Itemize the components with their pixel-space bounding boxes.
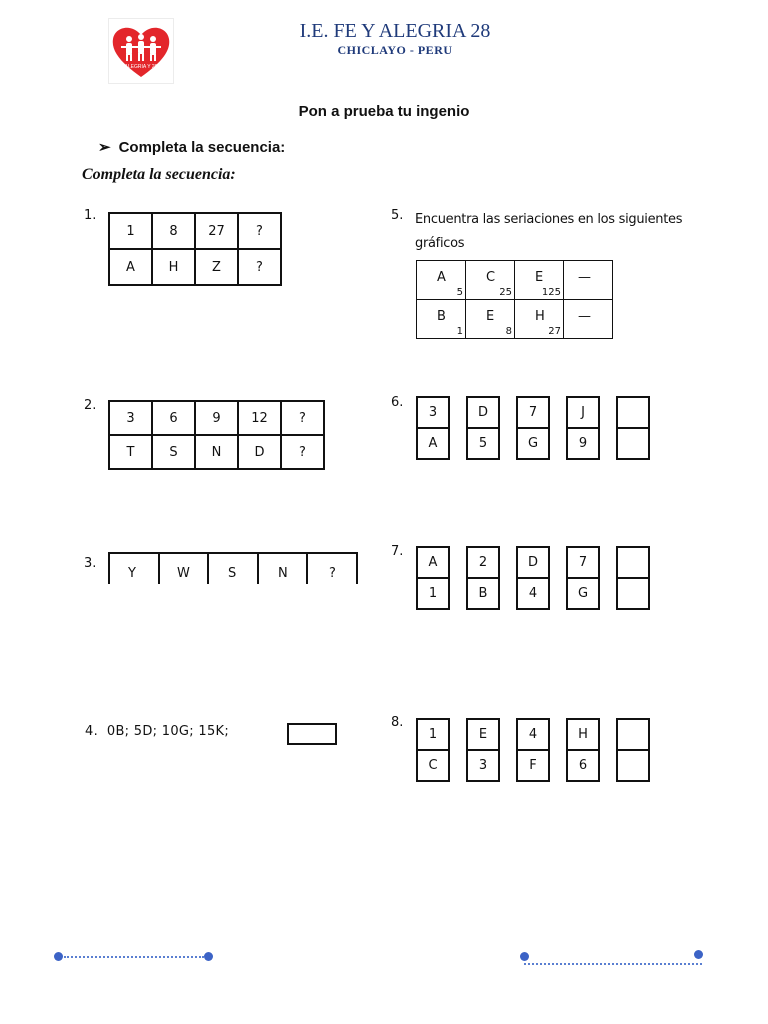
school-name: I.E. FE Y ALEGRIA 28 — [299, 20, 491, 42]
ex5-cell: A 5 — [417, 261, 466, 300]
ex5-table — [416, 260, 613, 339]
ex6-pair: 7 G — [516, 396, 550, 460]
ex8-number: 8. — [391, 715, 404, 730]
ex1-number: 1. — [84, 208, 97, 223]
ex3-cell: Y — [128, 566, 136, 581]
ex1-cell: Z — [195, 249, 238, 285]
ex2-cell: ? — [281, 435, 324, 469]
ex4-sequence — [85, 724, 229, 739]
ex6-pair: J 9 — [566, 396, 600, 460]
dot-icon — [54, 952, 63, 961]
ex4-answer-box — [287, 723, 337, 745]
school-logo — [108, 18, 174, 84]
dot-icon — [204, 952, 213, 961]
ex6-number: 6. — [391, 395, 404, 410]
ex1-cell: ? — [238, 213, 281, 249]
ex8-answer-pair — [616, 718, 650, 782]
svg-text:ALEGRIA Y 28: ALEGRIA Y 28 — [124, 64, 158, 70]
ex3-number: 3. — [84, 556, 97, 571]
ex2-number: 2. — [84, 398, 97, 413]
ex5-cell: E 125 — [515, 261, 564, 300]
school-city: CHICLAYO - PERU — [337, 43, 453, 57]
ex2-cell: 3 — [109, 401, 152, 435]
ex2-cell: D — [238, 435, 281, 469]
ex7-pair: 2 B — [466, 546, 500, 610]
ex2-cell: 6 — [152, 401, 195, 435]
ex5-instruction — [415, 208, 695, 256]
ex2-cell: 9 — [195, 401, 238, 435]
ex5-line2: gráficos — [415, 236, 465, 251]
ex2-cell: N — [195, 435, 238, 469]
ex1-cell: A — [109, 249, 152, 285]
ex6-pair: D 5 — [466, 396, 500, 460]
ex2-cell: S — [152, 435, 195, 469]
ex7-pair: D 4 — [516, 546, 550, 610]
page-title: Pon a prueba tu ingenio — [298, 103, 470, 120]
ex2-table — [108, 400, 325, 470]
ex5-cell: H 27 — [515, 300, 564, 339]
ex1-cell: H — [152, 249, 195, 285]
ex5-number: 5. — [391, 208, 404, 223]
ex8-pair: H 6 — [566, 718, 600, 782]
ex8-pair: E 3 — [466, 718, 500, 782]
ex1-cell: ? — [238, 249, 281, 285]
ex1-table — [108, 212, 282, 286]
ex4-number: 4. — [85, 724, 99, 739]
ex6-pair: 3 A — [416, 396, 450, 460]
ex2-cell: ? — [281, 401, 324, 435]
ex1-cell: 8 — [152, 213, 195, 249]
ex7-pair: A 1 — [416, 546, 450, 610]
ex7-pair: 7 G — [566, 546, 600, 610]
arrow-bullet-icon: ➢ — [98, 139, 111, 156]
ex3-cell: W — [177, 566, 190, 581]
ex5-cell: — — [564, 300, 613, 339]
dotted-line — [64, 956, 204, 958]
ex5-cell: — — [564, 261, 613, 300]
ex8-pair: 1 C — [416, 718, 450, 782]
instruction-text: Completa la secuencia: — [118, 139, 286, 156]
dot-icon — [694, 950, 703, 959]
ex6-answer-pair — [616, 396, 650, 460]
ex3-sequence — [108, 552, 358, 584]
ex5-cell: C 25 — [466, 261, 515, 300]
ex1-cell: 27 — [195, 213, 238, 249]
ex7-number: 7. — [391, 544, 404, 559]
ex2-cell: 12 — [238, 401, 281, 435]
ex3-cell: N — [278, 566, 288, 581]
ex3-cell: S — [228, 566, 237, 581]
ex2-cell: T — [109, 435, 152, 469]
dot-icon — [520, 952, 529, 961]
ex3-cell: ? — [329, 566, 336, 581]
heart-logo-icon — [109, 19, 173, 83]
ex7-answer-pair — [616, 546, 650, 610]
instruction-italic: Completa la secuencia: — [82, 166, 236, 183]
ex5-cell: E 8 — [466, 300, 515, 339]
ex8-pair: 4 F — [516, 718, 550, 782]
dotted-line — [524, 963, 702, 965]
ex1-cell: 1 — [109, 213, 152, 249]
ex4-text: 0B; 5D; 10G; 15K; — [106, 724, 230, 739]
ex5-cell: B 1 — [417, 300, 466, 339]
instruction-heading — [98, 138, 285, 156]
ex5-line1: Encuentra las seriaciones en los siguientes — [415, 212, 683, 227]
